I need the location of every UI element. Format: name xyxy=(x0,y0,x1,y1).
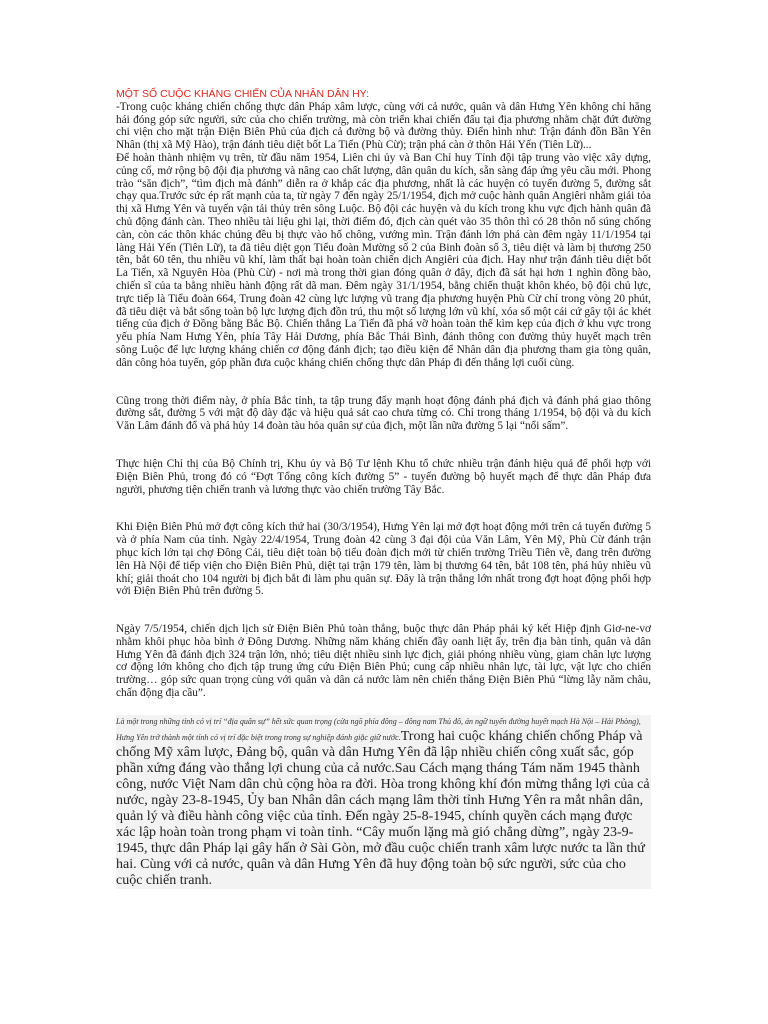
document-body xyxy=(116,88,651,889)
summary-text: Trong hai cuộc kháng chiến chống Pháp và chống Mỹ xâm lược, Đảng bộ, quân và dân Hưng Yên đã lập nhiều chiến công xuất sắc, góp phần xứng đáng vào thắng lợi chung của cả nước.Sau Cách mạng tháng Tám năm 1945 thành công, nước Việt Nam dân chủ cộng hòa ra đời. Hòa trong không khí đón mừng thắng lợi của cả nước, ngày 23-8-1945, Ủy ban Nhân dân cách mạng lâm thời tỉnh Hưng Yên ra mắt nhân dân, quản lý và điều hành công việc của tỉnh. Đến ngày 25-8-1945, chính quyền cách mạng được xác lập hoàn toàn trong phạm vi toàn tỉnh. “Cây muốn lặng mà gió chẳng dừng”, ngày 23-9-1945, thực dân Pháp lại gây hấn ở Sài Gòn, mở đầu cuộc chiến tranh xâm lược nước ta lần thứ hai. Cùng với cả nước, quân và dân Hưng Yên đã huy động toàn bộ sức người, sức của cho cuộc chiến tranh. xyxy=(116,728,650,888)
paragraph-campaign-details: Để hoàn thành nhiệm vụ trên, từ đầu năm 1954, Liên chi ủy và Ban Chỉ huy Tỉnh đội tập trung vào việc xây dựng, củng cố, mở rộng bộ đội địa phương và nâng cao chất lượng, dân quân du kích, sẵn sàng đáp ứng yêu cầu mới. Phong trào “săn địch”, “tìm địch mà đánh” diễn ra ở khắp các địa phương, nhất là các huyện có tuyến đường 5, đường sắt chạy qua.Trước sức ép rất mạnh của ta, từ ngày 7 đến ngày 25/1/1954, địch mở cuộc hành quân Angiêri nhằm giải tỏa thị xã Hưng Yên và tuyến vận tải thủy trên sông Luộc. Bộ đội các huyện và du kích trong khu vực địch hành quân đã chủ động đánh càn. Theo nhiều tài liệu ghi lại, thời điểm đó, địch càn quét vào 35 thôn thì có 28 thôn nổ súng chống càn, còn các thôn khác chúng đều bị thực vào hố chông, vướng mìn. Trận đánh lớn phá càn đêm ngày 11/1/1954 tại làng Hải Yến (Tiên Lữ), ta đã tiêu diệt gọn Tiểu đoàn Mường số 2 của Binh đoàn số 3, tiêu diệt và làm bị thương 250 tên, bắt 60 tên, thu nhiều vũ khí, làm thất bại hoàn toàn chiến dịch Angiêri của địch. Hay như trận đánh tiêu diệt bốt La Tiến, xã Nguyên Hòa (Phù Cừ) - nơi mà trong thời gian đóng quân ở đây, địch đã sát hại hơn 1 nghìn đồng bào, chiến sĩ của ta bằng nhiều hành động rất dã man. Đêm ngày 31/1/1954, bằng chiến thuật khôn khéo, bộ đội chủ lực, trực tiếp là Tiểu đoàn 664, Trung đoàn 42 cùng lực lượng vũ trang địa phương huyện Phù Cừ chỉ trong vòng 20 phút, đã tiêu diệt và bắt sống toàn bộ lực lượng địch đồn trú, thu một số lượng lớn vũ khí, xóa sổ một cái cứ gây tội ác khét tiếng của địch ở Đồng bằng Bắc Bộ. Chiến thắng La Tiến đã phá vỡ hoàn toàn thế kìm kẹp của địch ở khu vực trong yếu phía Nam Hưng Yên, phía Tây Hải Dương, phía Bắc Thái Bình, đánh thông con đường thủy huyết mạch trên sông Luộc để lực lượng kháng chiến cơ động đánh địch; tạo điều kiện để Nhân dân địa phương tham gia tòng quân, dân công hỏa tuyến, góp phần đưa cuộc kháng chiến chống thực dân Pháp đi đến thắng lợi cuối cùng. xyxy=(116,151,651,369)
italic-note: Là một trong những tỉnh có vị trí “địa quân sự” hết sức quan trọng (cửa ngõ phía đông – đông nam Thủ đô, án ngữ tuyến đường huyết mạch Hà Nội – Hải Phòng), Hưng Yên trở thành một tỉnh có vị trí đặc biệt trong trong sự nghiệp đánh giặc giữ nước. xyxy=(116,716,641,742)
paragraph-dong-cai-ambush: Khi Điện Biên Phủ mở đợt công kích thứ hai (30/3/1954), Hưng Yên lại mở đợt hoạt động mới trên cả tuyến đường 5 và ở phía Nam của tỉnh. Ngày 22/4/1954, Trung đoàn 42 cùng 3 đại đội của Văn Lâm, Yên Mỹ, Phù Cừ đánh trận phục kích lớn tại chợ Đông Cái, tiêu diệt toàn bộ tiểu đoàn địch mới từ chiến trường Triều Tiên về, đang trên đường lên Hà Nội để tiếp viện cho Điện Biên Phủ, diệt tại trận 179 tên, làm bị thương 64 tên, bắt 108 tên, phá hủy nhiều vũ khí; giải thoát cho 104 người bị địch bắt đi làm phu quân sự. Đây là trận thắng lớn nhất trong đợt hoạt động phối hợp với Điện Biên Phủ trên đường 5. xyxy=(116,521,651,598)
paragraph-dien-bien-phu-victory: Ngày 7/5/1954, chiến dịch lịch sử Điện Biên Phủ toàn thắng, buộc thực dân Pháp phải ký kết Hiệp định Giơ-ne-vơ nhằm khôi phục hòa bình ở Đông Dương. Những năm kháng chiến đầy oanh liệt ấy, trên địa bàn tỉnh, quân và dân Hưng Yên đã đánh địch 324 trận lớn, nhỏ; tiêu diệt nhiều sinh lực địch, giải phóng nhiều vùng, giam chân lực lượng cơ động lớn không cho địch tập trung ứng cứu Điện Biên Phủ; cung cấp nhiều nhân lực, tài lực, vật lực cho chiến trường… góp sức quan trọng cùng với quân và dân cả nước làm nên chiến thắng Điện Biên Phủ “lừng lẫy năm châu, chấn động địa cầu”. xyxy=(116,623,651,700)
paragraph-spacer xyxy=(116,433,651,458)
paragraph-spacer xyxy=(116,370,651,395)
paragraph-route-5-offensive: Thực hiện Chỉ thị của Bộ Chính trị, Khu ủy và Bộ Tư lệnh Khu tổ chức nhiều trận đánh hiệu quả để phối hợp với Điện Biên Phủ, trong đó có “Đợt Tổng công kích đường 5” - tuyến đường bộ huyết mạch để thực dân Pháp đưa người, phương tiện chiến tranh và lương thực vào chiến trường Tây Bắc. xyxy=(116,457,651,496)
summary-block xyxy=(116,715,651,889)
document-heading: MỘT SỐ CUỘC KHÁNG CHIẾN CỦA NHÂN DÂN HY: xyxy=(116,88,370,100)
paragraph-spacer xyxy=(116,598,651,623)
paragraph-intro: -Trong cuộc kháng chiến chống thực dân Pháp xâm lược, cùng với cả nước, quân và dân Hưng Yên không chỉ hăng hái đóng góp sức người, sức của cho chiến trường, mà còn triển khai chiến đấu tại địa phương nhằm chặt đứt đường chi viện cho mặt trận Điện Biên Phủ của địch cả đường bộ và đường thủy. Điển hình như: Trận đánh đồn Bần Yên Nhân (thị xã Mỹ Hào), trận đánh tiêu diệt bốt La Tiến (Phù Cừ); trận phá càn ở thôn Hải Yến (Tiên Lữ)... xyxy=(116,100,651,152)
paragraph-spacer xyxy=(116,496,651,521)
paragraph-north-railway: Cũng trong thời điểm này, ở phía Bắc tỉnh, ta tập trung đẩy mạnh hoạt động đánh phá địch và đánh phá giao thông đường sắt, đường 5 với mật độ dày đặc và hiệu quả sát cao chưa từng có. Chỉ trong tháng 1/1954, bộ đội và du kích Văn Lâm đánh đổ và phá hủy 14 đoàn tàu hỏa quân sự của địch, một lần nữa đường 5 lại “nổi sấm”. xyxy=(116,394,651,433)
